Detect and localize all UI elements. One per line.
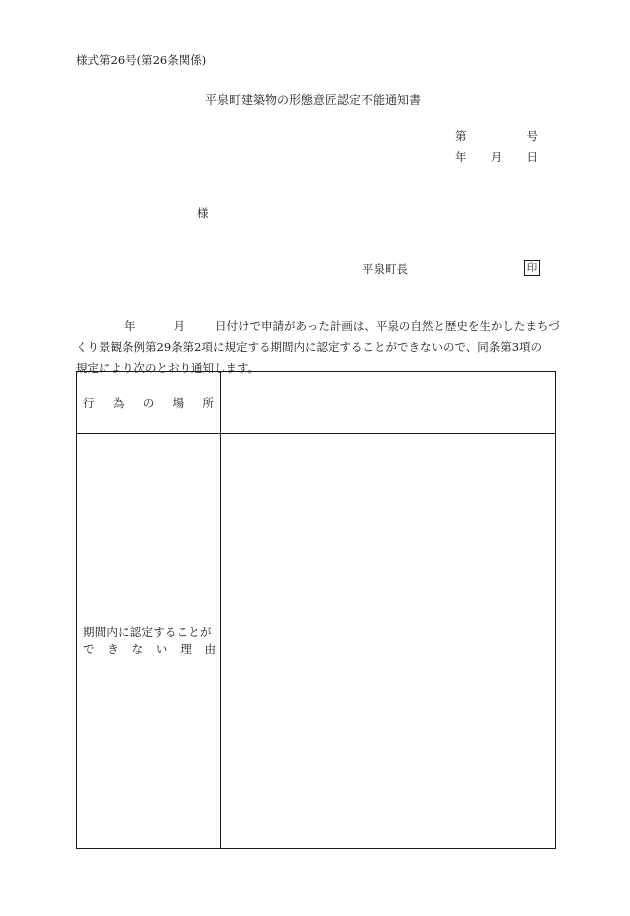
date-year: 年: [455, 150, 467, 164]
reason-label-cell: [77, 434, 221, 849]
reason-value-cell[interactable]: [221, 434, 556, 849]
label-char: な: [131, 642, 144, 656]
label-char: の: [142, 395, 155, 410]
reason-label-line-1: 期間内に認定することが: [83, 625, 212, 639]
issuer-name: 平泉町長: [362, 262, 408, 276]
details-table: [76, 371, 556, 849]
body-line-1: [76, 316, 560, 337]
reference-number: [455, 128, 538, 144]
label-char: 為: [112, 395, 125, 410]
number-suffix: 号: [526, 129, 538, 143]
location-value-cell[interactable]: [221, 372, 556, 434]
reason-label-line-2: [83, 641, 216, 658]
label-char: で: [83, 642, 95, 656]
label-char: 所: [202, 395, 214, 410]
form-number: 様式第26号(第26条関係): [76, 53, 207, 67]
label-char: 由: [204, 642, 216, 656]
body-line-2: くり景観条例第29条第2項に規定する期間内に認定することができないので、同条第3項の: [76, 340, 543, 354]
location-label-cell: [77, 372, 221, 434]
notice-body: [76, 316, 560, 379]
label-char: き: [107, 642, 119, 656]
recipient-honorific: 様: [197, 206, 209, 220]
reason-label: [77, 624, 220, 658]
label-char: い: [155, 642, 168, 656]
seal-mark: 印: [524, 260, 540, 276]
issue-date: [455, 149, 538, 165]
table-row: [77, 434, 556, 849]
body-line-3: 規定により次のとおり通知します。: [76, 361, 260, 375]
label-char: 場: [172, 395, 185, 410]
label-char: 理: [180, 642, 192, 656]
date-day: 日: [526, 150, 538, 164]
body-line-1-text: 日付けで申請があった計画は、平泉の自然と歴史を生かしたまちづ: [215, 319, 560, 333]
label-char: 行: [83, 395, 95, 410]
document-title: 平泉町建築物の形態意匠認定不能通知書: [205, 93, 422, 107]
table-row: [77, 372, 556, 434]
body-year: 年: [124, 319, 136, 333]
date-month: 月: [490, 150, 503, 164]
body-month: 月: [173, 319, 185, 333]
location-label: [77, 395, 220, 411]
number-prefix: 第: [455, 129, 467, 143]
